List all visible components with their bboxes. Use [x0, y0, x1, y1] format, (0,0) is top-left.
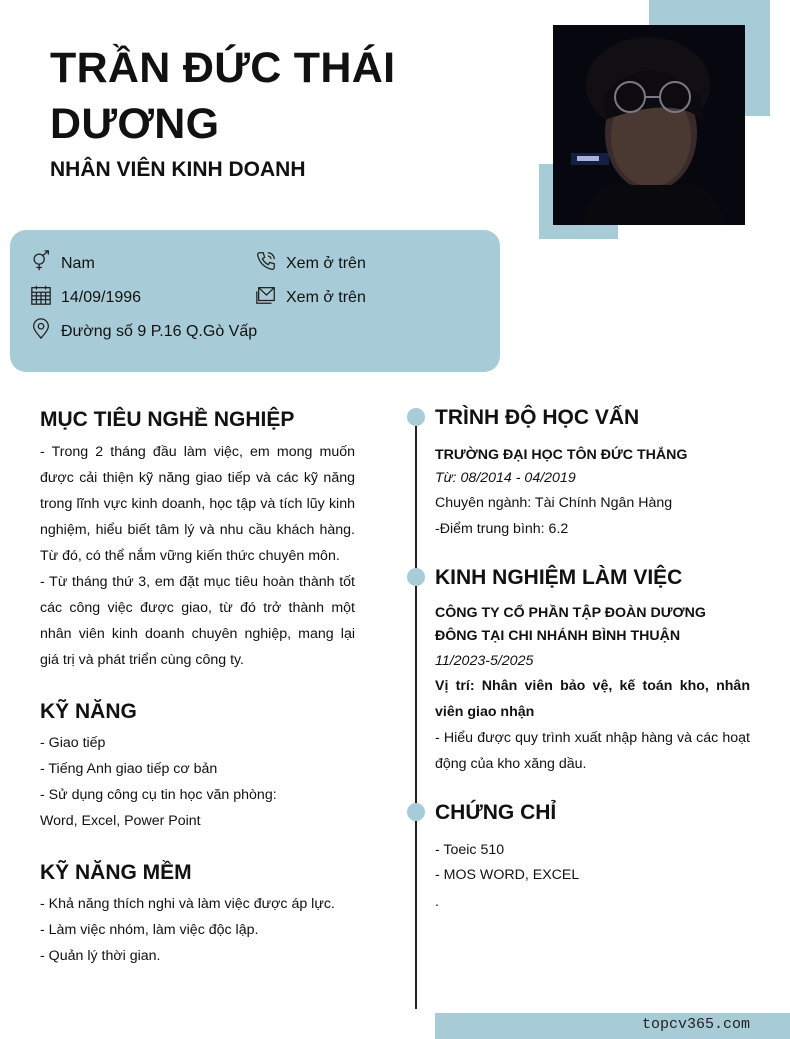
experience-description: - Hiểu được quy trình xuất nhập hàng và các hoạt động của kho xăng dầu.	[435, 730, 750, 772]
experience-period: 11/2023-5/2025	[435, 653, 534, 669]
info-email	[255, 284, 366, 311]
birthday-value: 14/09/1996	[61, 288, 142, 306]
certificate-item: .	[435, 894, 439, 910]
email-value: Xem ở trên	[286, 288, 366, 306]
profile-photo	[553, 25, 745, 225]
education-period: Từ: 08/2014 - 04/2019	[435, 470, 576, 486]
certificate-item: - Toeic 510	[435, 842, 505, 858]
info-phone	[255, 250, 366, 277]
info-birthday	[30, 284, 141, 311]
info-gender	[30, 250, 95, 277]
education-school: TRƯỜNG ĐẠI HỌC TÔN ĐỨC THẮNG	[435, 447, 688, 463]
footer-bar	[435, 1013, 790, 1039]
phone-value: Xem ở trên	[286, 254, 366, 272]
education-heading: TRÌNH ĐỘ HỌC VẤN	[435, 406, 640, 429]
soft-skill-item: - Quản lý thời gian.	[40, 948, 161, 964]
skill-item: - Giao tiếp	[40, 735, 106, 751]
certificates-heading: CHỨNG CHỈ	[435, 801, 557, 824]
timeline-line	[415, 412, 417, 1009]
candidate-name: TRẦN ĐỨC THÁI DƯƠNG	[50, 44, 396, 148]
education-gpa: -Điểm trung bình: 6.2	[435, 521, 569, 537]
calendar-icon	[30, 284, 61, 311]
skills-heading: KỸ NĂNG	[40, 700, 137, 723]
timeline-dot-education	[407, 408, 425, 426]
soft-skills-heading: KỸ NĂNG MỀM	[40, 861, 192, 884]
soft-skill-item: - Làm việc nhóm, làm việc độc lập.	[40, 922, 259, 938]
info-address	[30, 318, 257, 345]
profile-photo-image	[553, 25, 745, 225]
education-major: Chuyên ngành: Tài Chính Ngân Hàng	[435, 495, 673, 511]
email-icon	[255, 284, 286, 311]
objective-paragraph-2: - Từ tháng thứ 3, em đặt mục tiêu hoàn thành tốt các công việc được giao, từ đó trở thành một nhân viên kinh doanh chuyên nghiệp, mang lại giá trị và phát triển cùng công ty.	[40, 574, 355, 668]
certificate-item: - MOS WORD, EXCEL	[435, 867, 580, 883]
job-title: NHÂN VIÊN KINH DOANH	[50, 158, 306, 181]
skill-item: - Tiếng Anh giao tiếp cơ bản	[40, 761, 218, 777]
footer-site: topcv365.com	[641, 1016, 750, 1033]
objective-paragraph-1: - Trong 2 tháng đầu làm việc, em mong muốn được cải thiện kỹ năng giao tiếp và các kỹ năng trong lĩnh vực kinh doanh, học tập và tích lũy kinh nghiệm, hiểu biết tâm lý và nhu cầu khách hàng. Từ đó, có thể nắm vững kiến thức chuyên môn.	[40, 444, 355, 564]
objective-heading: MỤC TIÊU NGHỀ NGHIỆP	[40, 408, 295, 431]
skill-item: Word, Excel, Power Point	[40, 813, 201, 829]
personal-info-box	[10, 230, 500, 372]
soft-skill-item: - Khả năng thích nghi và làm việc được áp lực.	[40, 896, 335, 912]
skill-item: - Sử dụng công cụ tin học văn phòng:	[40, 787, 277, 803]
timeline-dot-experience	[407, 568, 425, 586]
gender-value: Nam	[61, 254, 95, 272]
experience-company: CÔNG TY CỔ PHẦN TẬP ĐOÀN DƯƠNG ĐÔNG TẠI CHI NHÁNH BÌNH THUẬN	[435, 605, 706, 644]
address-value: Đường số 9 P.16 Q.Gò Vấp	[61, 322, 258, 340]
location-pin-icon	[30, 318, 61, 345]
experience-position: Vị trí: Nhân viên bảo vệ, kế toán kho, nhân viên giao nhận	[435, 678, 750, 720]
gender-icon	[30, 250, 61, 277]
timeline-dot-certificates	[407, 803, 425, 821]
experience-heading: KINH NGHIỆM LÀM VIỆC	[435, 566, 683, 589]
phone-icon	[255, 250, 286, 277]
